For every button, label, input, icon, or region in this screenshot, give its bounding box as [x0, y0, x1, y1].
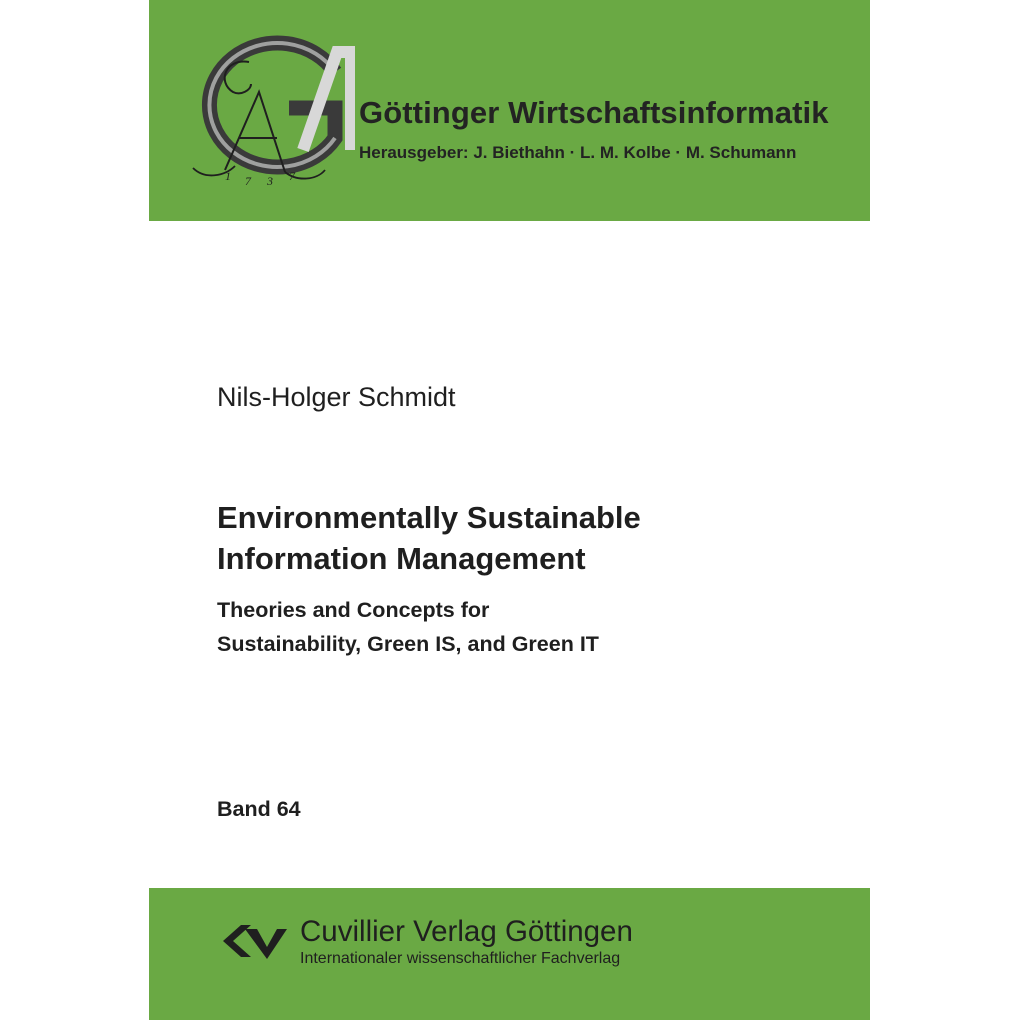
author-name: Nils-Holger Schmidt	[217, 382, 456, 412]
series-header-band	[149, 0, 870, 221]
book-title-line-2: Information Management	[217, 541, 586, 576]
book-subtitle-line-1: Theories and Concepts for	[217, 598, 490, 622]
series-title: Göttinger Wirtschaftsinformatik	[359, 95, 829, 130]
series-editors: Herausgeber: J. Biethahn · L. M. Kolbe · M. Schumann	[359, 143, 797, 162]
book-subtitle-line-2: Sustainability, Green IS, and Green IT	[217, 632, 599, 656]
svg-text:3: 3	[267, 174, 273, 188]
cuvillier-cv-logo	[215, 921, 287, 961]
book-title-line-1: Environmentally Sustainable	[217, 500, 641, 535]
svg-text:7: 7	[289, 169, 295, 183]
publisher-footer-band	[149, 888, 870, 1020]
svg-text:7: 7	[245, 174, 251, 188]
svg-text:1: 1	[225, 169, 231, 183]
georgia-augusta-monogram-logo	[185, 30, 355, 190]
book-cover	[149, 0, 870, 1020]
publisher-name: Cuvillier Verlag Göttingen	[300, 915, 633, 948]
volume-number: Band 64	[217, 797, 301, 821]
publisher-tagline: Internationaler wissenschaftlicher Fachverlag	[300, 950, 621, 967]
